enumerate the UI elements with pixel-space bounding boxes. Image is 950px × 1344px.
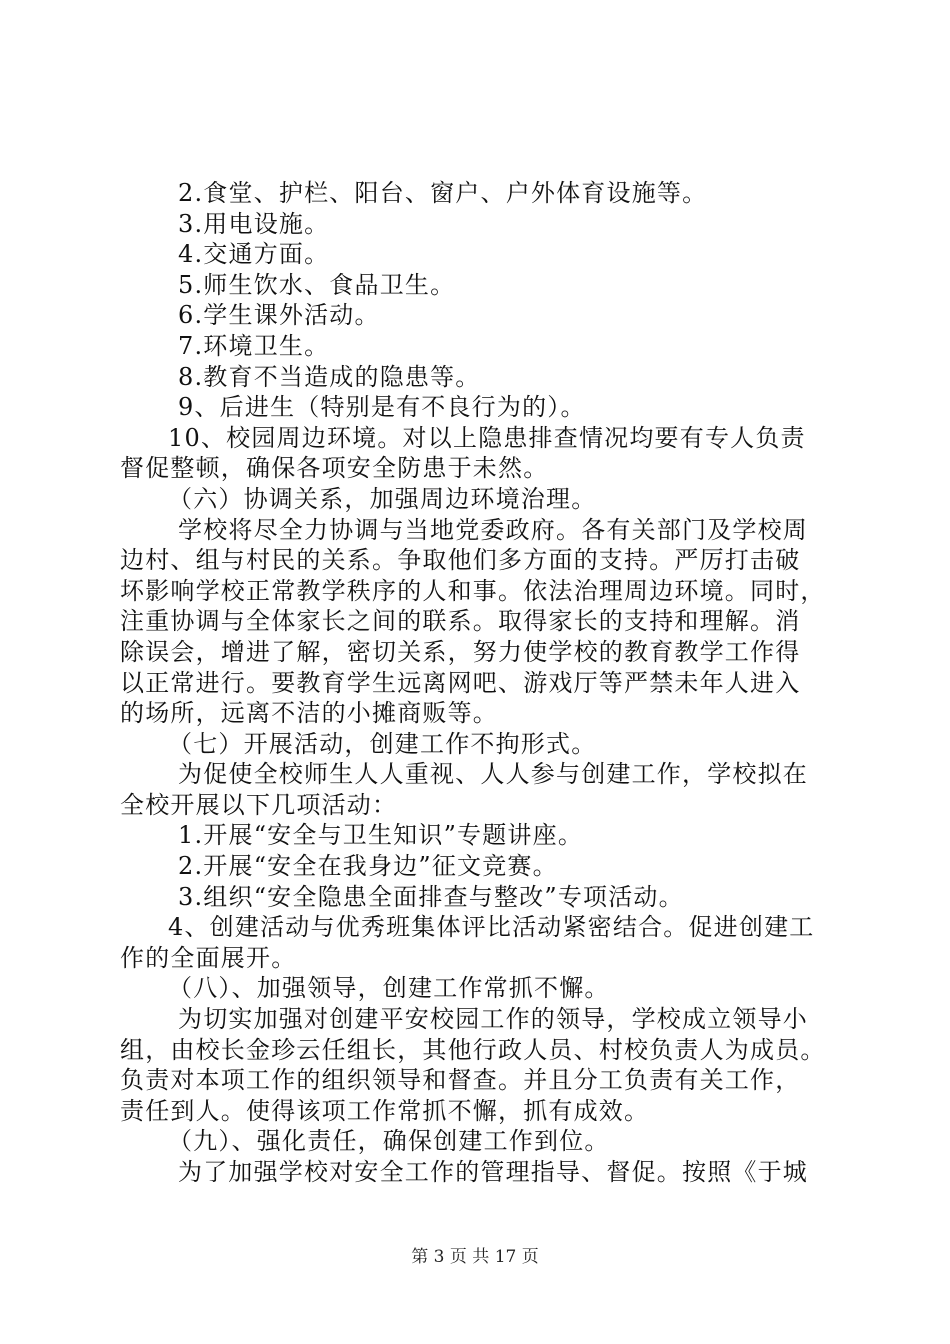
- paragraph-line: 4、创建活动与优秀班集体评比活动紧密结合。促进创建工: [168, 913, 815, 942]
- paragraph-line: 坏影响学校正常教学秩序的人和事。依法治理周边环境。同时，: [120, 576, 826, 605]
- list-item-education: 8.教育不当造成的隐患等。: [178, 362, 481, 391]
- paragraph-line: 学校将尽全力协调与当地党委政府。各有关部门及学校周: [178, 515, 808, 544]
- paragraph-line: 10、校园周边环境。对以上隐患排查情况均要有专人负责: [168, 423, 806, 452]
- paragraph-line: 责任到人。使得该项工作常抓不懈，抓有成效。: [120, 1096, 650, 1125]
- paragraph-line: 边村、组与村民的关系。争取他们多方面的支持。严厉打击破: [120, 546, 801, 575]
- list-item-canteen: 2.食堂、护栏、阳台、窗户、户外体育设施等。: [178, 179, 708, 207]
- paragraph-line: 督促整顿，确保各项安全防患于未然。: [120, 454, 549, 483]
- paragraph-line: 注重协调与全体家长之间的联系。取得家长的支持和理解。消: [120, 607, 801, 636]
- page-number-footer: 第 3 页 共 17 页: [411, 1247, 539, 1267]
- section-heading-7: （七）开展活动，创建工作不拘形式。: [168, 729, 597, 758]
- paragraph-line: 为了加强学校对安全工作的管理指导、督促。按照《于城: [178, 1158, 808, 1186]
- paragraph-line: 以正常进行。要教育学生远离网吧、游戏厅等严禁未年人进入: [120, 668, 801, 697]
- list-item-environment: 7.环境卫生。: [178, 331, 330, 360]
- list-item-essay: 2.开展“安全在我身边”征文竞赛。: [178, 852, 558, 881]
- paragraph-line: 负责对本项工作的组织领导和督查。并且分工负责有关工作，: [120, 1066, 801, 1095]
- paragraph-line: 全校开展以下几项活动：: [120, 790, 398, 819]
- paragraph-line: 的场所，远离不洁的小摊商贩等。: [120, 699, 498, 728]
- list-item-students: 9、后进生（特别是有不良行为的）。: [178, 393, 586, 422]
- list-item-inspection: 3.组织“安全隐患全面排查与整改”专项活动。: [178, 882, 684, 911]
- section-heading-8: （八）、加强领导，创建工作常抓不懈。: [168, 974, 610, 1003]
- list-item-electric: 3.用电设施。: [178, 209, 330, 238]
- paragraph-line: 除误会，增进了解，密切关系，努力使学校的教育教学工作得: [120, 637, 801, 666]
- section-heading-6: （六）协调关系，加强周边环境治理。: [168, 484, 597, 513]
- section-heading-9: （九）、强化责任，确保创建工作到位。: [168, 1127, 610, 1156]
- paragraph-line: 作的全面展开。: [120, 943, 297, 972]
- paragraph-line: 为促使全校师生人人重视、人人参与创建工作，学校拟在: [178, 760, 808, 789]
- list-item-activities: 6.学生课外活动。: [178, 301, 380, 330]
- list-item-traffic: 4.交通方面。: [178, 240, 330, 269]
- list-item-lecture: 1.开展“安全与卫生知识”专题讲座。: [178, 821, 584, 850]
- document-body: [120, 178, 835, 1188]
- list-item-water-food: 5.师生饮水、食品卫生。: [178, 270, 456, 299]
- paragraph-line: 为切实加强对创建平安校园工作的领导，学校成立领导小: [178, 1005, 808, 1034]
- paragraph-line: 组，由校长金珍云任组长，其他行政人员、村校负责人为成员。: [120, 1035, 826, 1064]
